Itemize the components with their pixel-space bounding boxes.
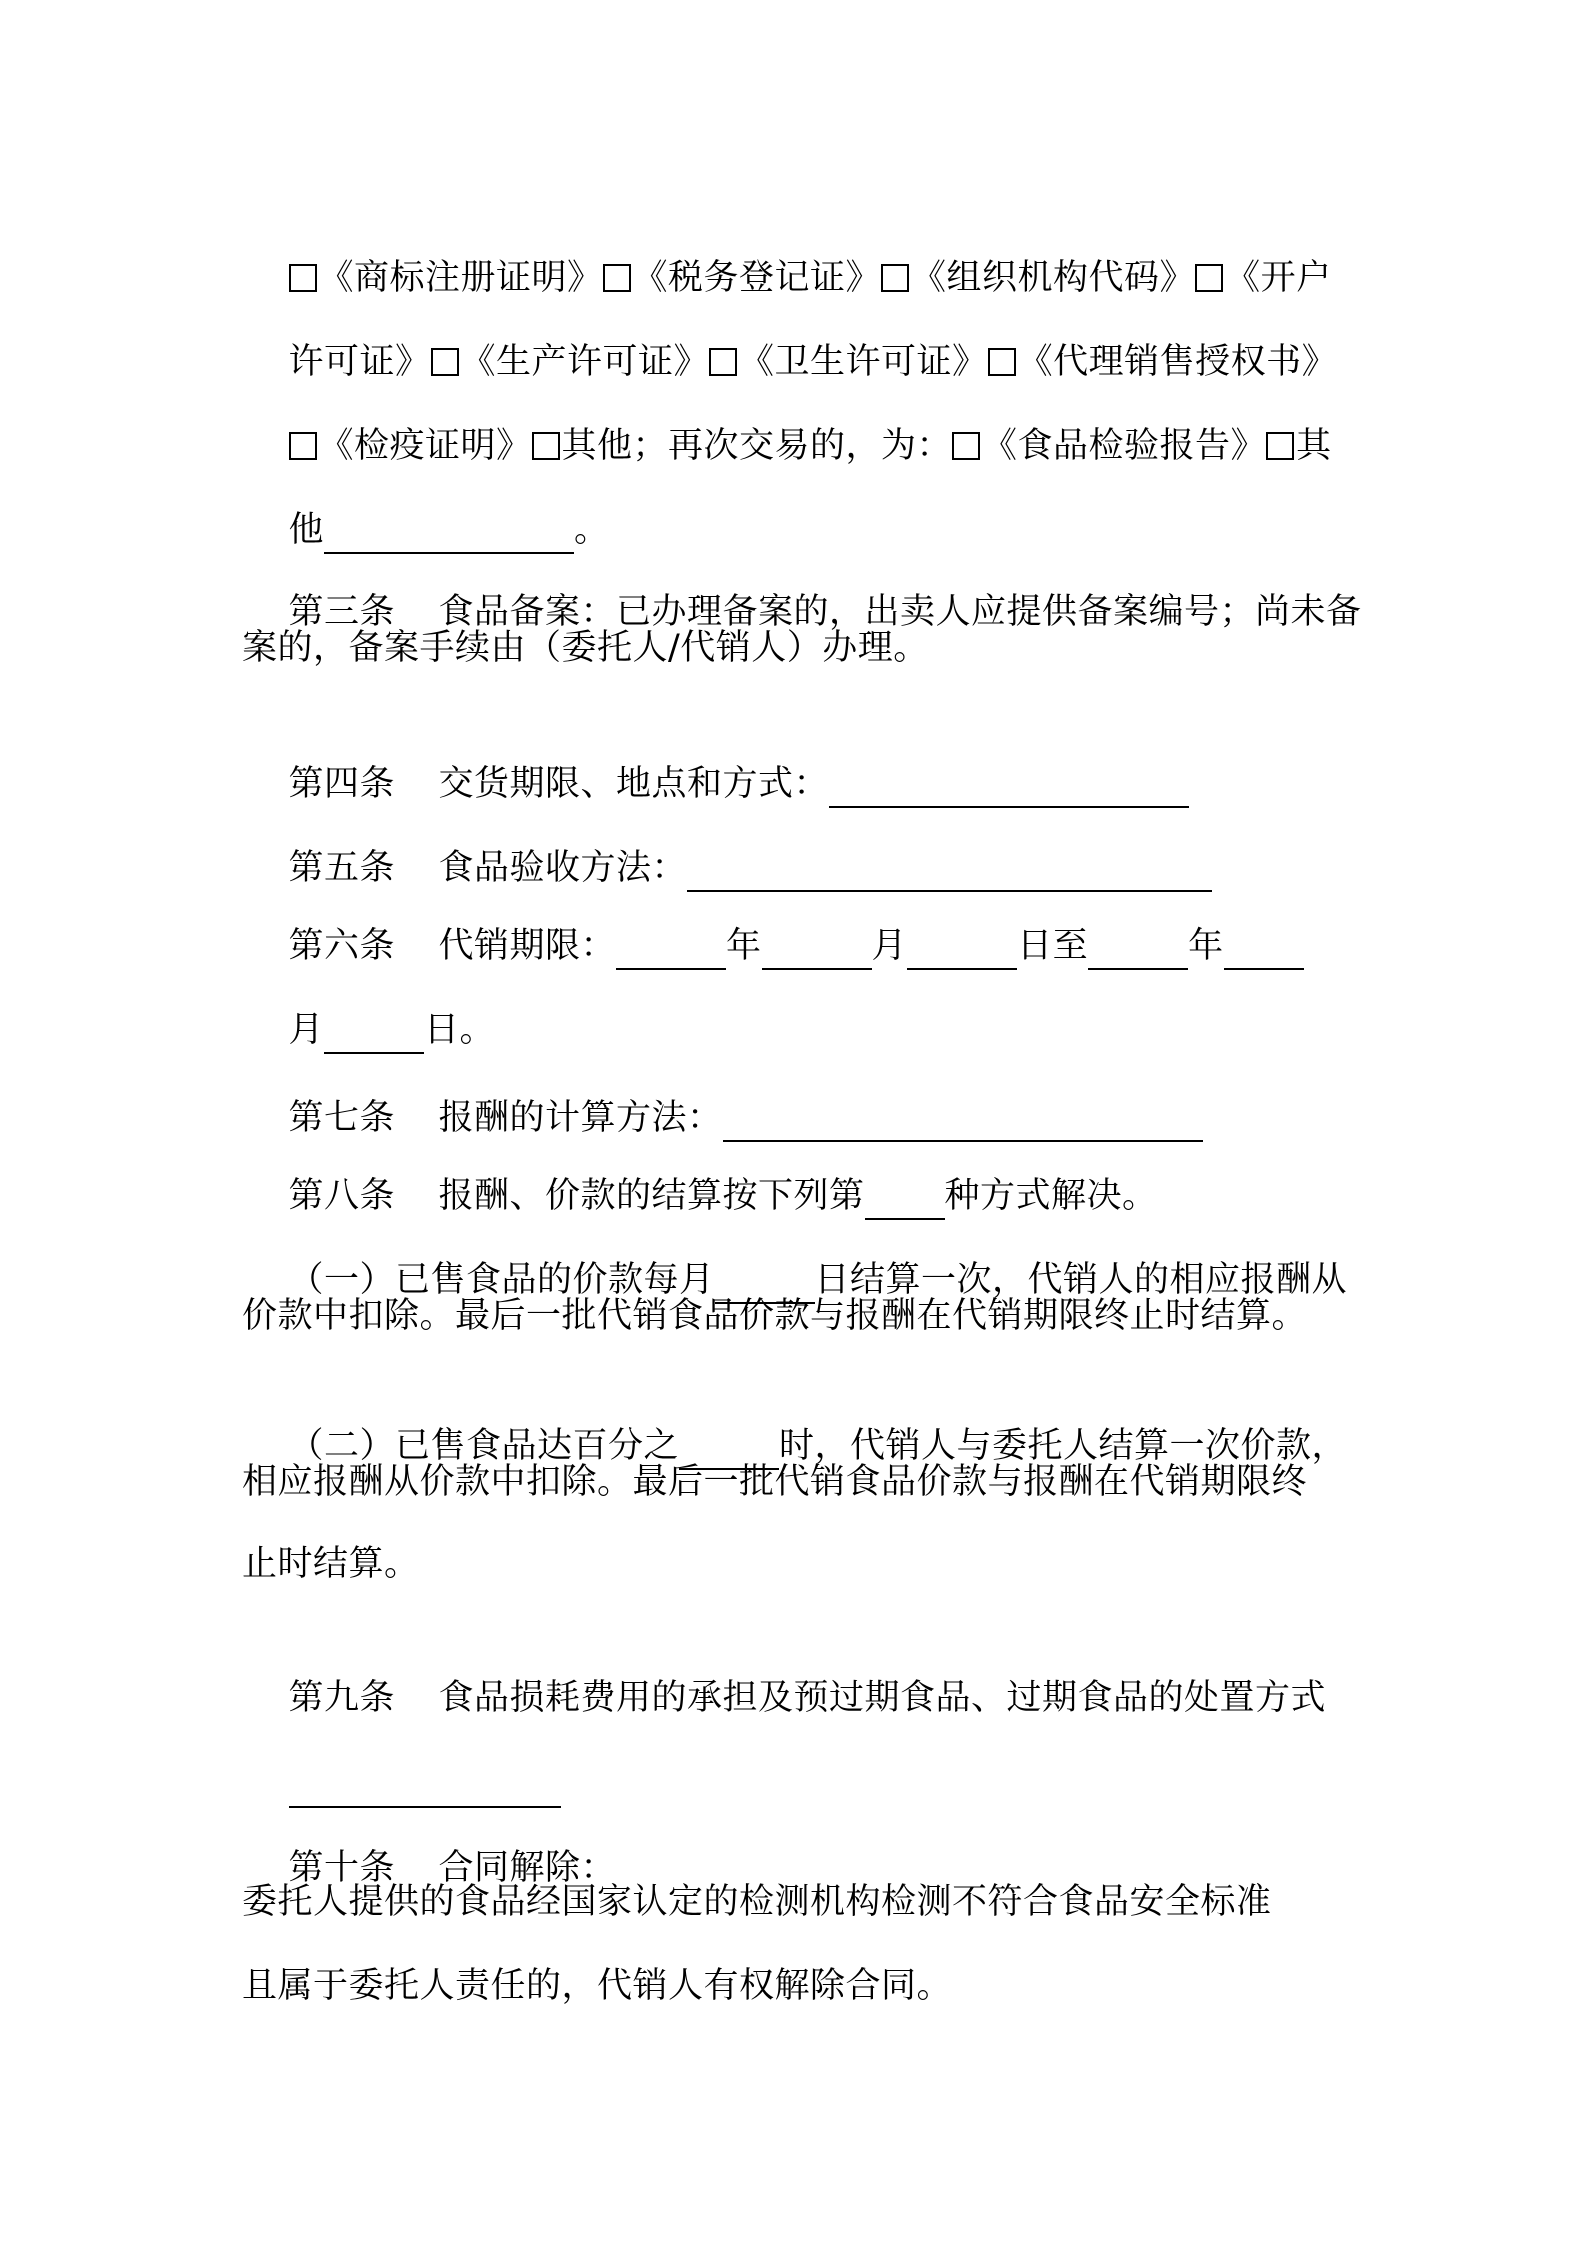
checkbox[interactable] xyxy=(431,348,459,376)
checkbox[interactable] xyxy=(603,264,631,292)
checkbox[interactable] xyxy=(532,432,560,460)
blank-field[interactable] xyxy=(616,932,726,970)
blank-field[interactable] xyxy=(1088,932,1188,970)
article-3: 第三条 食品备案：已办理备案的，出卖人应提供备案编号；尚未备 xyxy=(242,540,1362,684)
blank-field[interactable] xyxy=(1224,932,1304,970)
checkbox[interactable] xyxy=(952,432,980,460)
checklist-line-4: 他 。 xyxy=(242,458,610,602)
article-10: 第十条 合同解除： xyxy=(242,1796,616,1940)
checklist-line-2: 许可证》 《生产许可证》 《卫生许可证》 《代理销售授权书》 xyxy=(288,342,1338,382)
checkbox[interactable] xyxy=(289,264,317,292)
checkbox[interactable] xyxy=(881,264,909,292)
checklist-line-1: 《商标注册证明》 《税务登记证》 《组织机构代码》 《开户 xyxy=(242,206,1332,350)
blank-field[interactable] xyxy=(762,932,872,970)
article-number: 第九条 xyxy=(288,1678,396,1718)
article-number: 第八条 xyxy=(288,1176,396,1216)
checkbox[interactable] xyxy=(1195,264,1223,292)
checkbox[interactable] xyxy=(289,432,317,460)
article-number: 第七条 xyxy=(288,1098,396,1138)
article-6-line-2: 月 日。 xyxy=(242,958,495,1102)
option-2: （二）已售食品达百分之 时，代销人与委托人结算一次价款， xyxy=(242,1374,1347,1518)
article-7: 第七条 报酬的计算方法： xyxy=(242,1046,1203,1190)
article-10-paragraph-line-1: 委托人提供的食品经国家认定的检测机构检测不符合食品安全标准 xyxy=(242,1882,1272,1922)
article-number: 第十条 xyxy=(288,1848,396,1888)
article-9: 第九条 食品损耗费用的承担及预过期食品、过期食品的处置方式 xyxy=(242,1626,1326,1770)
checkbox[interactable] xyxy=(1266,432,1294,460)
article-10-paragraph-line-2: 且属于委托人责任的，代销人有权解除合同。 xyxy=(242,1966,953,2006)
article-8: 第八条 报酬、价款的结算按下列第 种方式解决。 xyxy=(242,1124,1158,1268)
checklist-line-3: 《检疫证明》 其他；再次交易的，为： 《食品检验报告》 其 xyxy=(242,374,1332,518)
article-number: 第四条 xyxy=(288,764,396,804)
blank-field[interactable] xyxy=(907,932,1017,970)
article-5: 第五条 食品验收方法： xyxy=(242,796,1212,940)
checkbox[interactable] xyxy=(709,348,737,376)
article-3-line-2: 案的，备案手续由（委托人/代销人）办理。 xyxy=(242,628,929,668)
option-2-line-3: 止时结算。 xyxy=(242,1544,420,1584)
option-1-line-2: 价款中扣除。最后一批代销食品价款与报酬在代销期限终止时结算。 xyxy=(242,1296,1308,1336)
option-2-line-2: 相应报酬从价款中扣除。最后一批代销食品价款与报酬在代销期限终 xyxy=(242,1462,1308,1502)
article-number: 第五条 xyxy=(288,848,396,888)
article-number: 第六条 xyxy=(288,926,396,966)
checkbox[interactable] xyxy=(988,348,1016,376)
article-number: 第三条 xyxy=(288,592,396,632)
article-4: 第四条 交货期限、地点和方式： xyxy=(242,712,1189,856)
article-6: 第六条 代销期限： 年 月 日至 年 xyxy=(242,874,1304,1018)
option-1: （一）已售食品的价款每月 日结算一次，代销人的相应报酬从 xyxy=(242,1208,1347,1352)
